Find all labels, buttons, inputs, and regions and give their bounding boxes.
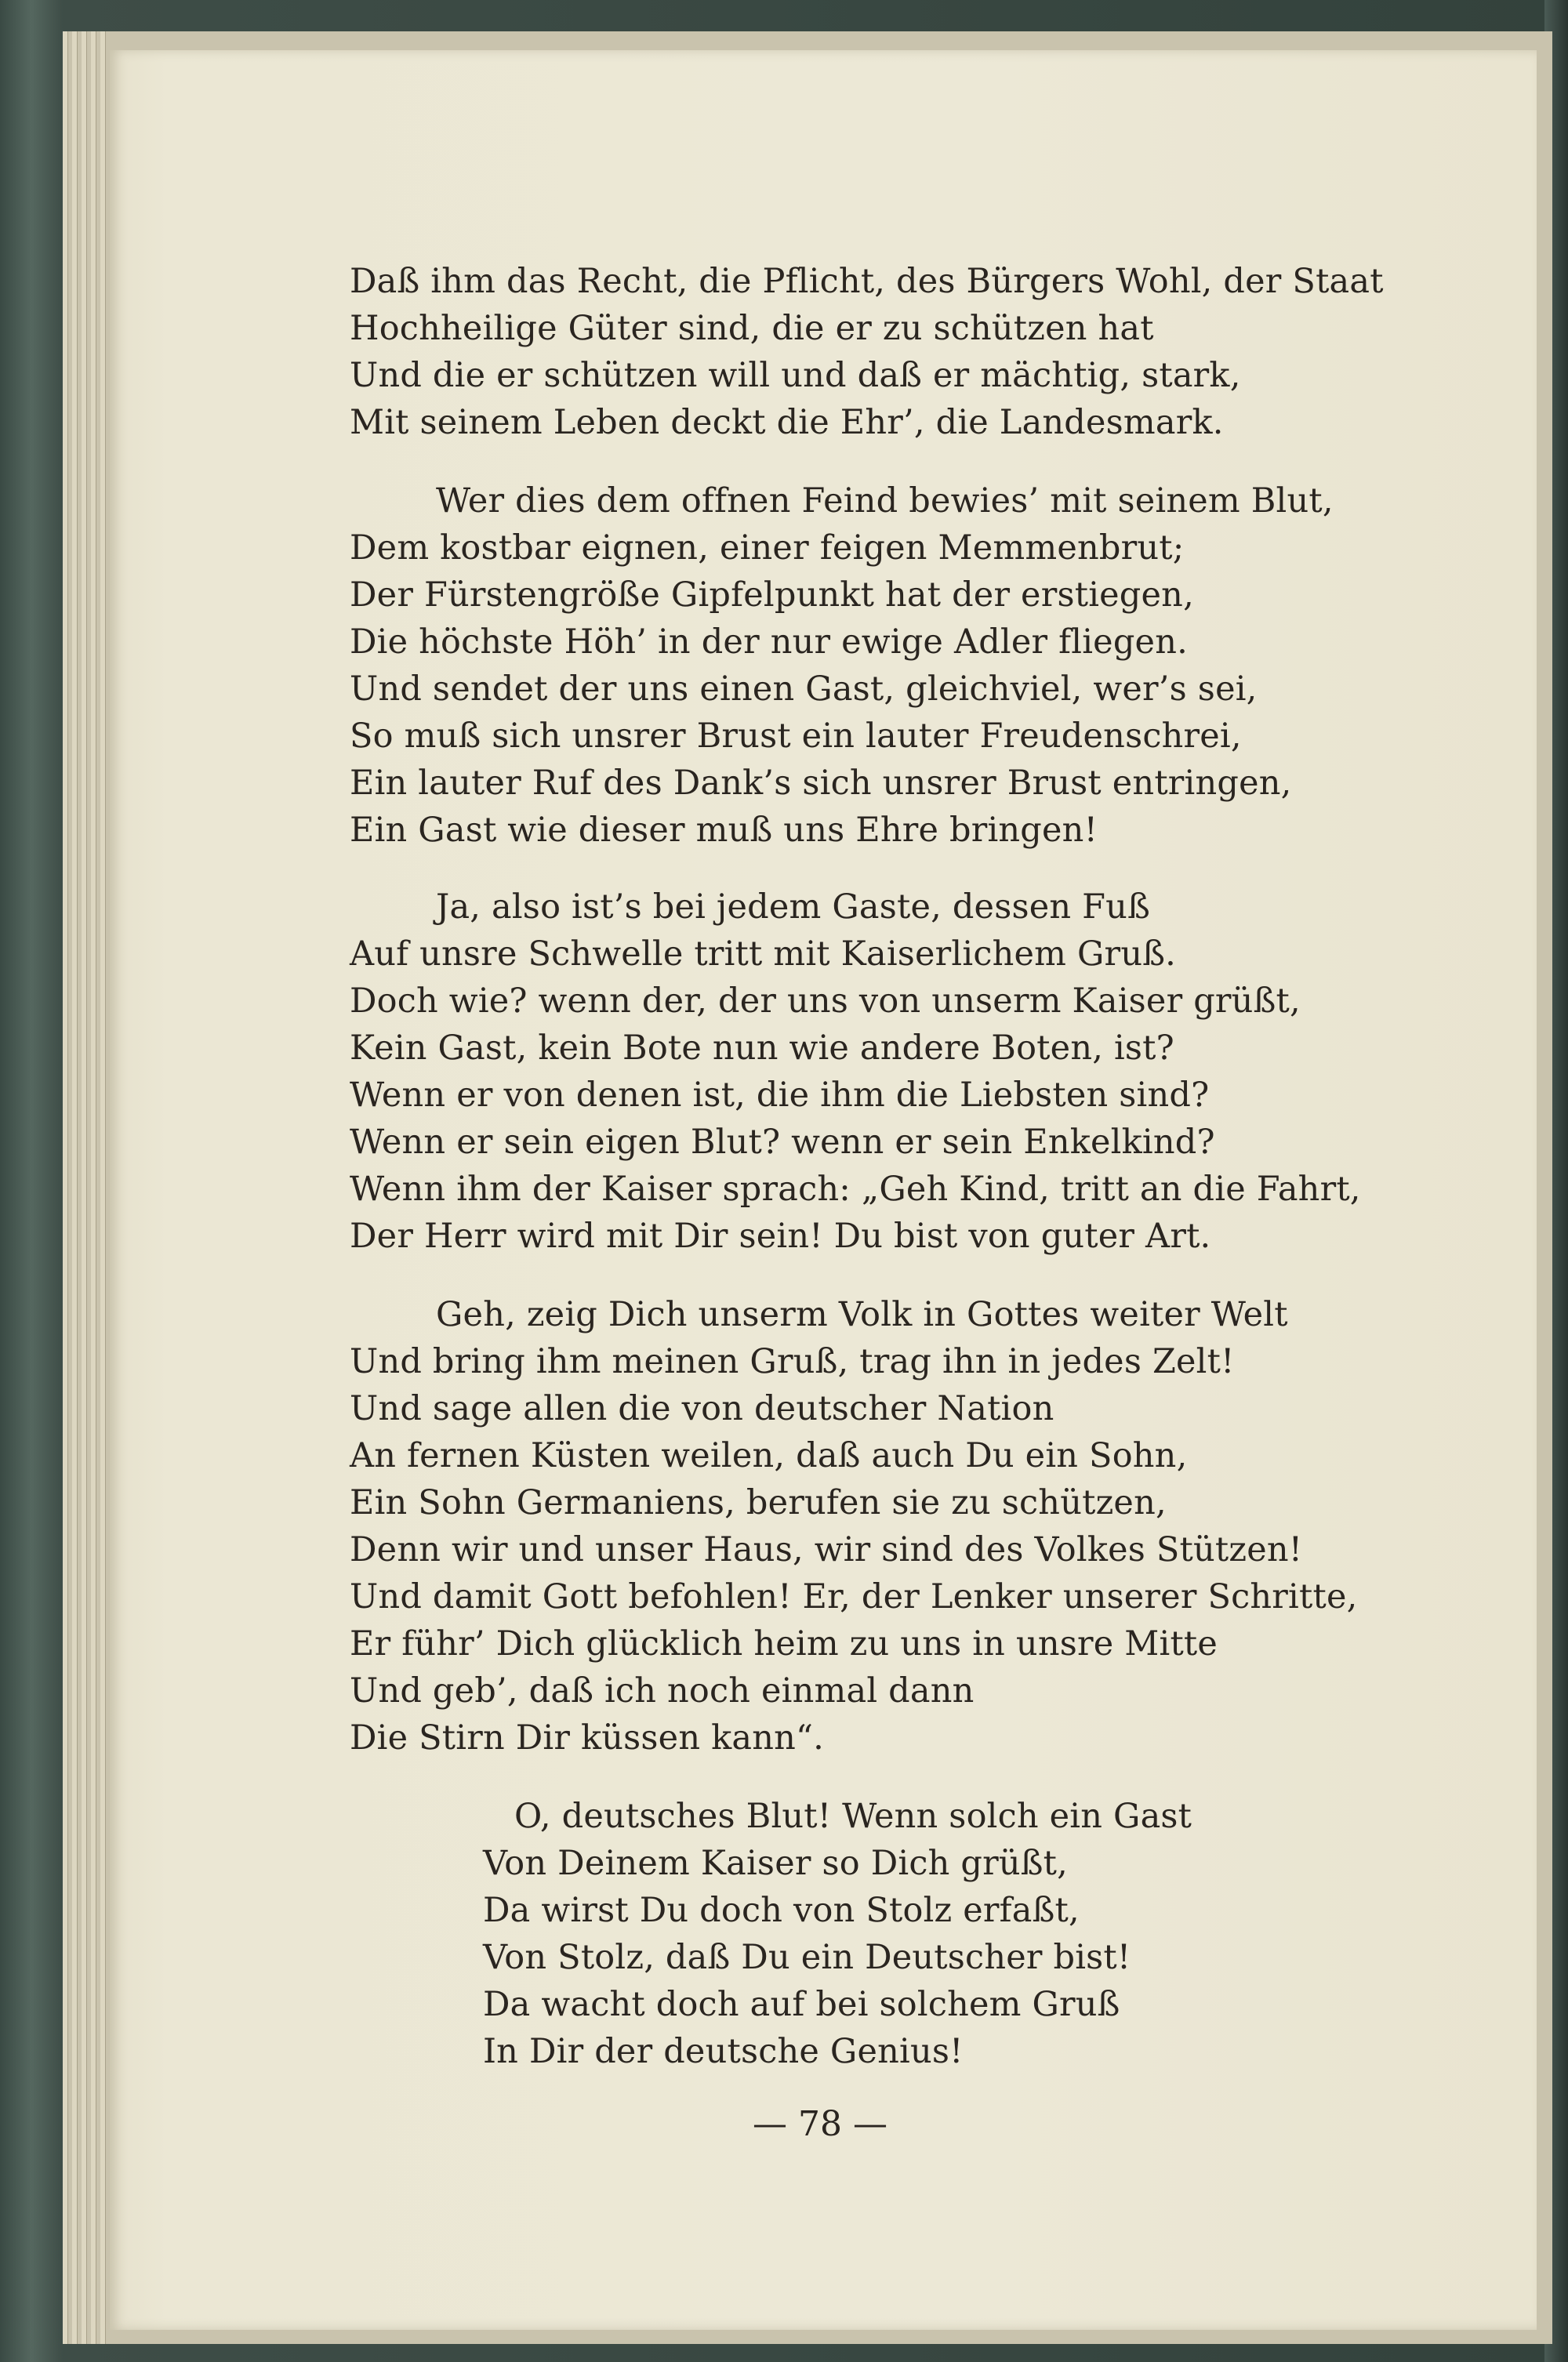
poem-line: Ein Gast wie dieser muß uns Ehre bringen! xyxy=(350,811,1098,850)
poem-line: Und die er schützen will und daß er mächtig, stark, xyxy=(350,356,1241,395)
poem-line: Geh, zeig Dich unserm Volk in Gottes weiter Welt xyxy=(436,1295,1288,1334)
book-page xyxy=(110,50,1537,2330)
poem-line: Doch wie? wenn der, der uns von unserm Kaiser grüßt, xyxy=(350,981,1301,1021)
poem-line: Und bring ihm meinen Gruß, trag ihn in jedes Zelt! xyxy=(350,1342,1235,1381)
poem-line: In Dir der deutsche Genius! xyxy=(483,2032,964,2071)
poem-line: Da wirst Du doch von Stolz erfaßt, xyxy=(483,1891,1080,1930)
poem-line: Und geb’, daß ich noch einmal dann xyxy=(350,1671,975,1711)
poem-line: Hochheilige Güter sind, die er zu schützen hat xyxy=(350,309,1154,348)
poem-line: Auf unsre Schwelle tritt mit Kaiserlichem Gruß. xyxy=(350,934,1176,974)
poem-line: Der Herr wird mit Dir sein! Du bist von guter Art. xyxy=(350,1217,1211,1256)
poem-line: So muß sich unsrer Brust ein lauter Freudenschrei, xyxy=(350,717,1242,756)
poem-line: Wer dies dem offnen Feind bewies’ mit seinem Blut, xyxy=(436,481,1334,521)
poem-line: Und sendet der uns einen Gast, gleichviel, wer’s sei, xyxy=(350,669,1258,709)
page-leaf xyxy=(63,31,68,2344)
poem-line: Der Fürstengröße Gipfelpunkt hat der erstiegen, xyxy=(350,575,1194,615)
page-leaf xyxy=(91,31,96,2344)
poem-line: Von Deinem Kaiser so Dich grüßt, xyxy=(483,1844,1069,1883)
poem-line: Denn wir und unser Haus, wir sind des Volkes Stützen! xyxy=(350,1530,1303,1569)
poem-line: Da wacht doch auf bei solchem Gruß xyxy=(483,1985,1120,2024)
page-leaf xyxy=(82,31,87,2344)
poem-line: O, deutsches Blut! Wenn solch ein Gast xyxy=(514,1797,1192,1836)
poem-line: Kein Gast, kein Bote nun wie andere Boten, ist? xyxy=(350,1029,1174,1068)
poem-line: An fernen Küsten weilen, daß auch Du ein Sohn, xyxy=(350,1436,1188,1475)
poem-line: Die höchste Höh’ in der nur ewige Adler fliegen. xyxy=(350,622,1188,662)
poem-line: Ja, also ist’s bei jedem Gaste, dessen Fuß xyxy=(436,887,1151,927)
poem-line: Und sage allen die von deutscher Nation xyxy=(350,1389,1054,1428)
page-leaf xyxy=(72,31,78,2344)
poem-line: Wenn er von denen ist, die ihm die Liebsten sind? xyxy=(350,1076,1210,1115)
poem-line: Die Stirn Dir küssen kann“. xyxy=(350,1718,825,1758)
poem-line: Und damit Gott befohlen! Er, der Lenker unserer Schritte, xyxy=(350,1577,1358,1616)
page-leaf xyxy=(100,31,106,2344)
page-number: — 78 — xyxy=(753,2104,887,2144)
poem-line: Wenn er sein eigen Blut? wenn er sein Enkelkind? xyxy=(350,1123,1215,1162)
poem-line: Von Stolz, daß Du ein Deutscher bist! xyxy=(483,1938,1131,1977)
poem-line: Er führ’ Dich glücklich heim zu uns in unsre Mitte xyxy=(350,1624,1218,1664)
poem-line: Wenn ihm der Kaiser sprach: „Geh Kind, tritt an die Fahrt, xyxy=(350,1170,1361,1209)
poem-line: Ein lauter Ruf des Dank’s sich unsrer Brust entringen, xyxy=(350,764,1292,803)
poem-line: Dem kostbar eignen, einer feigen Memmenbrut; xyxy=(350,528,1185,568)
poem-line: Mit seinem Leben deckt die Ehr’, die Landesmark. xyxy=(350,403,1224,442)
poem-line: Daß ihm das Recht, die Pflicht, des Bürgers Wohl, der Staat xyxy=(350,262,1384,301)
poem-text xyxy=(110,50,1537,2330)
poem-line: Ein Sohn Germaniens, berufen sie zu schützen, xyxy=(350,1483,1167,1522)
